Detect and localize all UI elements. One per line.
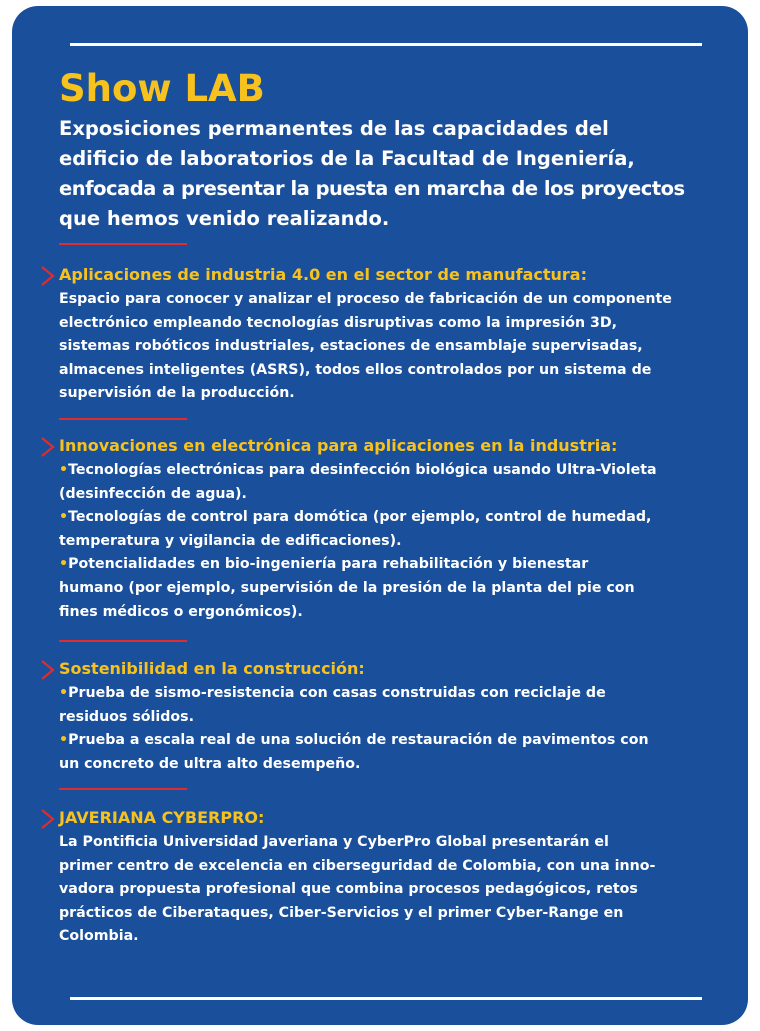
- body-line: [59, 753, 739, 777]
- line-text: temperatura y vigilancia de edificaciones).: [59, 532, 402, 549]
- chevron-right-icon: [39, 265, 57, 287]
- body-line: [59, 530, 739, 554]
- line-text: (desinfección de agua).: [59, 485, 247, 502]
- body-line: [59, 577, 739, 601]
- line-text: supervisión de la producción.: [59, 385, 295, 402]
- bullet: •: [59, 732, 69, 749]
- line-text: Tecnologías electrónicas para desinfección biológica usando Ultra-Violeta: [68, 462, 657, 478]
- intro-line: edificio de laboratorios de la Facultad de Ingeniería,: [59, 147, 635, 170]
- line-text: La Pontificia Universidad Javeriana y CyberPro Global presentarán el: [59, 834, 609, 850]
- section-title: Innovaciones en electrónica para aplicaciones en la industria:: [59, 436, 618, 455]
- line-text: Prueba de sismo-resistencia con casas construidas con reciclaje de: [68, 685, 606, 701]
- line-text: Prueba a escala real de una solución de restauración de pavimentos con: [68, 732, 649, 749]
- chevron-right-icon: [39, 659, 57, 681]
- body-line: [59, 706, 739, 730]
- section-title: Aplicaciones de industria 4.0 en el sector de manufactura:: [59, 265, 587, 284]
- intro-line: enfocada a presentar la puesta en marcha de los proyectos: [59, 177, 685, 200]
- section-title: Sostenibilidad en la construcción:: [59, 659, 365, 678]
- line-text: residuos sólidos.: [59, 708, 194, 725]
- line-text: un concreto de ultra alto desempeño.: [59, 755, 361, 772]
- body-line: [59, 506, 739, 530]
- section-electronica: [39, 433, 739, 624]
- body-line: [59, 335, 739, 359]
- page-title: Show LAB: [59, 67, 265, 110]
- section-cyberpro: [39, 805, 739, 949]
- line-text: electrónico empleando tecnologías disruptivas como la impresión 3D,: [59, 314, 618, 331]
- section-divider: [59, 243, 187, 245]
- line-text: almacenes inteligentes (ASRS), todos ellos controlados por un sistema de: [59, 361, 652, 378]
- body-line: [59, 925, 739, 949]
- bullet: •: [59, 509, 69, 526]
- line-text: Potencialidades en bio-ingeniería para rehabilitación y bienestar: [68, 556, 589, 573]
- bullet: •: [59, 462, 69, 478]
- section-divider: [59, 640, 187, 642]
- line-text: primer centro de excelencia en ciberseguridad de Colombia, con una inno-: [59, 857, 656, 874]
- body-line: [59, 359, 739, 383]
- line-text: humano (por ejemplo, supervisión de la presión de la planta del pie con: [59, 579, 635, 596]
- intro-line: que hemos venido realizando.: [59, 207, 390, 230]
- body-line: [59, 459, 739, 483]
- section-industria-40: [39, 262, 739, 406]
- line-text: prácticos de Ciberataques, Ciber-Servicios y el primer Cyber-Range en: [59, 904, 624, 921]
- body-line: [59, 682, 739, 706]
- line-text: fines médicos o ergonómicos).: [59, 603, 303, 620]
- intro-text: [59, 114, 719, 234]
- intro-line: Exposiciones permanentes de las capacidades del: [59, 117, 609, 140]
- body-line: [59, 601, 739, 625]
- bottom-rule: [70, 997, 702, 1000]
- line-text: Tecnologías de control para domótica (por ejemplo, control de humedad,: [68, 509, 652, 526]
- body-line: [59, 382, 739, 406]
- body-line: [59, 288, 739, 312]
- line-text: Espacio para conocer y analizar el proceso de fabricación de un componente: [59, 291, 672, 307]
- section-body: [59, 459, 739, 624]
- line-text: Colombia.: [59, 928, 139, 945]
- line-text: vadora propuesta profesional que combina procesos pedagógicos, retos: [59, 881, 638, 898]
- bullet: •: [59, 685, 69, 701]
- section-body: [59, 288, 739, 406]
- chevron-right-icon: [39, 808, 57, 830]
- body-line: [59, 831, 739, 855]
- section-title: JAVERIANA CYBERPRO:: [59, 808, 265, 827]
- bullet: •: [59, 556, 69, 573]
- body-line: [59, 312, 739, 336]
- body-line: [59, 855, 739, 879]
- section-divider: [59, 418, 187, 420]
- line-text: sistemas robóticos industriales, estaciones de ensamblaje supervisadas,: [59, 338, 643, 355]
- section-sostenibilidad: [39, 656, 739, 776]
- chevron-right-icon: [39, 436, 57, 458]
- section-body: [59, 682, 739, 776]
- section-body: [59, 831, 739, 949]
- body-line: [59, 729, 739, 753]
- body-line: [59, 878, 739, 902]
- body-line: [59, 902, 739, 926]
- body-line: [59, 553, 739, 577]
- section-divider: [59, 788, 187, 790]
- showlab-card: [12, 6, 748, 1025]
- body-line: [59, 483, 739, 507]
- top-rule: [70, 43, 702, 46]
